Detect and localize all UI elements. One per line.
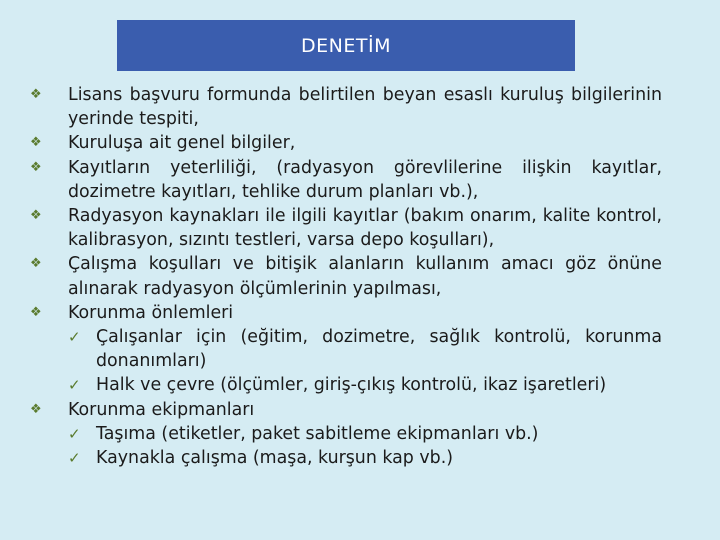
sub-list-item: ✓ Taşıma (etiketler, paket sabitleme ekipmanları vb.) [68,422,662,446]
list-item: ❖ Korunma önlemleri ✓ Çalışanlar için (eğitim, dozimetre, sağlık kontrolü, korunma donanımları) ✓ Halk ve çevre (ölçümler, giriş-çıkış kontrolü, ikaz işaretleri) [30,301,662,398]
sub-list-item: ✓ Kaynakla çalışma (maşa, kurşun kap vb.) [68,446,662,470]
slide-title: DENETİM [301,34,391,57]
checkmark-icon: ✓ [68,449,81,468]
diamond-bullet-icon: ❖ [30,135,42,151]
title-bar [117,20,575,71]
checkmark-icon: ✓ [68,424,81,443]
diamond-bullet-icon: ❖ [30,208,42,224]
diamond-bullet-icon: ❖ [30,159,42,175]
sub-list-item: ✓ Halk ve çevre (ölçümler, giriş-çıkış kontrolü, ikaz işaretleri) [68,373,662,397]
diamond-bullet-icon: ❖ [30,256,42,272]
list-item: ❖ Radyasyon kaynakları ile ilgili kayıtlar (bakım onarım, kalite kontrol, kalibrasyon, sızıntı testleri, varsa depo koşulları), [30,206,662,251]
checkmark-icon: ✓ [68,328,81,347]
diamond-bullet-icon: ❖ [30,304,42,320]
sub-list-item: ✓ Çalışanlar için (eğitim, dozimetre, sağlık kontrolü, korunma donanımları) [68,327,662,372]
bullet-list [30,83,662,470]
diamond-bullet-icon: ❖ [30,87,42,102]
diamond-bullet-icon: ❖ [30,401,42,417]
list-item: ❖ Korunma ekipmanları ✓ Taşıma (etiketler, paket sabitleme ekipmanları vb.) ✓ Kaynakla çalışma (maşa, kurşun kap vb.) [30,398,662,471]
list-item: ❖ Lisans başvuru formunda belirtilen beyan esaslı kuruluş bilgilerinin yerinde tespiti, [30,85,662,130]
list-item: ❖ Çalışma koşulları ve bitişik alanların kullanım amacı göz önüne alınarak radyasyon ölçümlerinin yapılması, [30,254,662,299]
list-item: ❖ Kuruluşa ait genel bilgiler, [30,131,662,155]
list-item: ❖ Kayıtların yeterliliği, (radyasyon görevlilerine ilişkin kayıtlar, dozimetre kayıtları, tehlike durum planları vb.), [30,157,662,202]
checkmark-icon: ✓ [68,376,81,395]
